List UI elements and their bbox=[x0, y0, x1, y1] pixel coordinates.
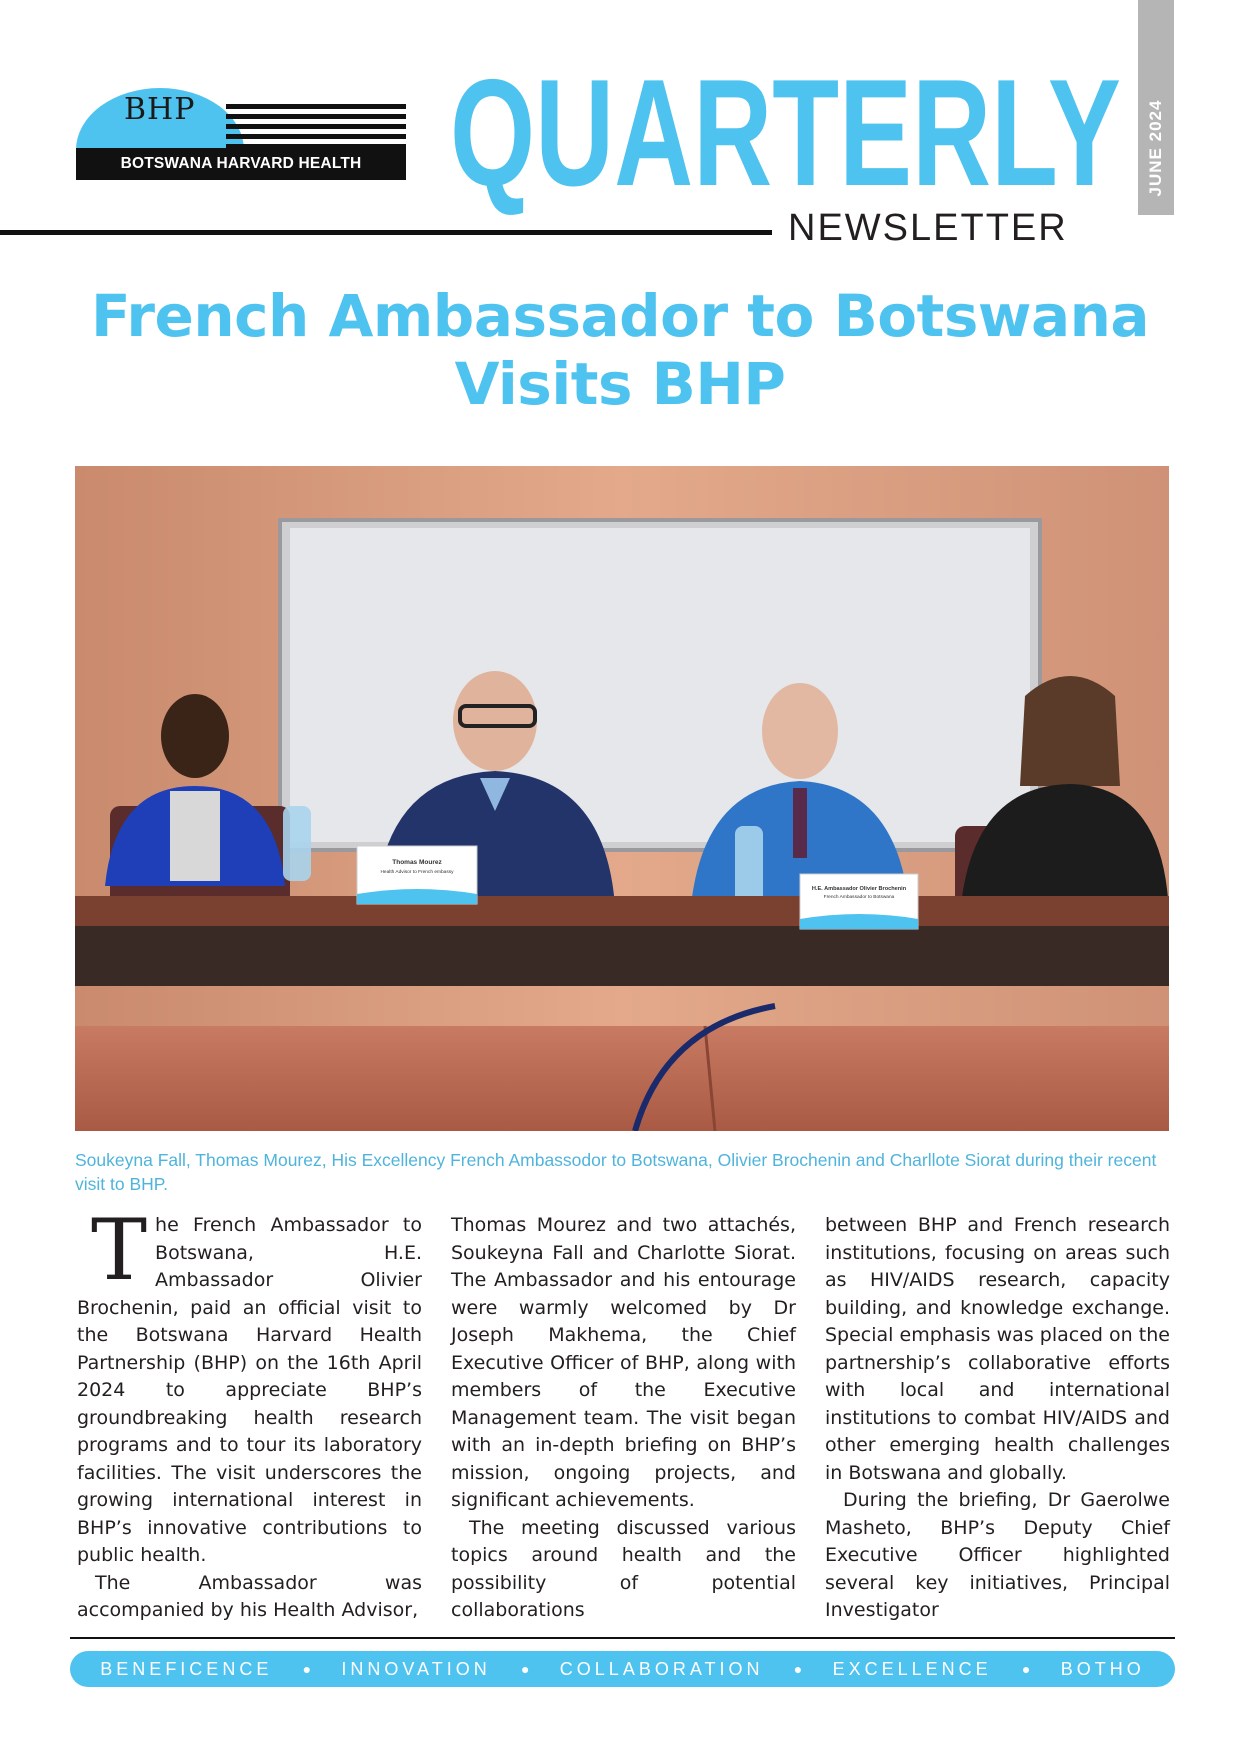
footer-rule bbox=[70, 1637, 1175, 1639]
issue-date-tab bbox=[1138, 0, 1174, 215]
value-collaboration: COLLABORATION bbox=[559, 1658, 764, 1679]
nameplate-left-title: Health Advisor to French embassy bbox=[380, 870, 454, 875]
nameplate-left-name: Thomas Mourez bbox=[392, 859, 442, 866]
article-photo bbox=[75, 466, 1169, 1131]
paragraph-briefing: During the briefing, Dr Gaerolwe Masheto, BHP’s Deputy Chief Executive Officer highlighted several key initiatives, Principal Investigator bbox=[825, 1489, 1170, 1621]
paragraph-meeting: The meeting discussed various topics around health and the possibility of potential collaborations bbox=[451, 1516, 796, 1621]
value-excellence: EXCELLENCE bbox=[832, 1658, 992, 1679]
separator-dot: ● bbox=[1021, 1661, 1031, 1677]
article-column-1 bbox=[77, 1201, 422, 1625]
value-innovation: INNOVATION bbox=[341, 1658, 491, 1679]
paragraph-intro bbox=[77, 1201, 422, 1570]
logo-name: BOTSWANA HARVARD HEALTH PARTNERSHIP bbox=[76, 148, 406, 180]
paragraph-accompanied: The Ambassador was accompanied by his Health Advisor, bbox=[77, 1571, 422, 1621]
headline-line-1: French Ambassador to Botswana bbox=[90, 282, 1150, 350]
paragraph-entourage: Thomas Mourez and two attachés, Soukeyna Fall and Charlotte Siorat. The Ambassador and his entourage were warmly welcomed by Dr Joseph Makhema, the Chief Executive Officer of BHP, along with members of the Executive Management team. The visit began with an in-depth briefing on BHP’s mission, ongoing projects, and significant achievements. bbox=[451, 1214, 796, 1511]
bhp-logo bbox=[76, 84, 406, 204]
article-column-3 bbox=[825, 1212, 1170, 1625]
value-beneficence: BENEFICENCE bbox=[100, 1658, 273, 1679]
header-rule bbox=[0, 230, 772, 235]
separator-dot: ● bbox=[793, 1661, 803, 1677]
values-banner bbox=[70, 1651, 1175, 1687]
masthead-title: QUARTERLY bbox=[450, 48, 1121, 218]
masthead-subtitle: NEWSLETTER bbox=[788, 207, 1068, 249]
value-botho: BOTHO bbox=[1060, 1658, 1145, 1679]
meeting-photo-illustration bbox=[75, 466, 1169, 1131]
headline-line-2: Visits BHP bbox=[454, 350, 786, 418]
article-column-2 bbox=[451, 1212, 796, 1625]
article-headline bbox=[70, 282, 1170, 418]
paragraph-collaboration: between BHP and French research institutions, focusing on areas such as HIV/AIDS research, capacity building, and knowledge exchange. Special emphasis was placed on the partnership’s collaborative efforts with local and international institutions to combat HIV/AIDS and other emerging health challenges in Botswana and globally. bbox=[825, 1214, 1170, 1484]
logo-abbr: BHP bbox=[124, 92, 196, 127]
photo-caption: Soukeyna Fall, Thomas Mourez, His Excellency French Ambassodor to Botswana, Olivier Brochenin and Charllote Siorat during their recent visit to BHP. bbox=[75, 1150, 1157, 1194]
separator-dot: ● bbox=[302, 1661, 312, 1677]
drop-cap: T bbox=[91, 1201, 148, 1299]
nameplate-right-name: H.E. Ambassador Olivier Brochenin bbox=[811, 886, 907, 892]
issue-date: JUNE 2024 bbox=[1146, 99, 1165, 197]
separator-dot: ● bbox=[521, 1661, 530, 1677]
nameplate-right-title: French Ambassador to Botswana bbox=[823, 895, 895, 900]
intro-text: he French Ambassador to Botswana, H.E. Ambassador Olivier Brochenin, paid an official visit to the Botswana Harvard Health Partnership (BHP) on the 16th April 2024 to appreciate BHP’s groundbreaking health research programs and to tour its laboratory facilities. The visit underscores the growing international interest in BHP’s innovative contributions to public health. bbox=[77, 1214, 422, 1566]
